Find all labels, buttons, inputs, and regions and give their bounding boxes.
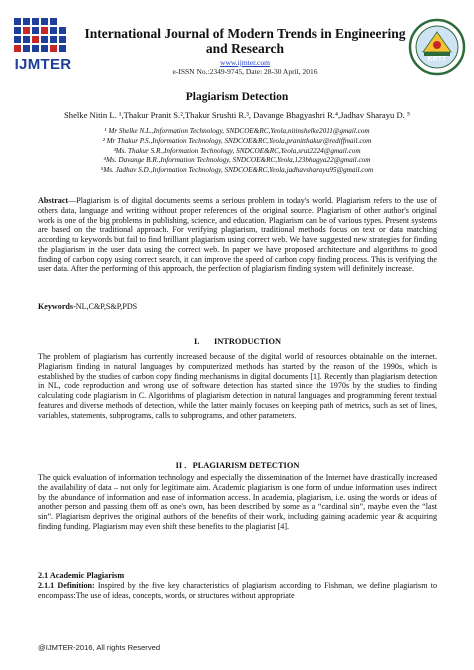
subsection-heading-academic-plagiarism: 2.1 Academic Plagiarism (38, 571, 125, 580)
keywords (38, 302, 437, 312)
journal-title-line2: and Research (205, 41, 285, 56)
affiliation-item: ⁵Ms. Jadhav S.D.,Information Technology, SNDCOE&RC,Yeola,jadhavsharayu95@gmail.com (100, 166, 374, 175)
plagiarism-detection-text: The quick evaluation of information technology and especially the dissemination of the Internet have drastically increased the availability of data – not only for legitimate aim. Academic plagiarism is one form of undue information uses indirect by the abundance of information and ease of information access. In academia, plagiarism, i.e. using the words or ideas of another person and passing them off as one's own, has been described by some as a “cardinal sin”, maybe even the “last sin”. Plagiarism deprives the original authors of the benefits of their work, including gaining academic year & acquiring finding funding. Plagiarism may even shift these benefits to the plagiarist [4]. (38, 473, 437, 531)
author-list: Shelke Nitin L. ¹,Thakur Pranit S.²,Thakur Srushti R.³, Davange Bhagyashri R.⁴,Jadhav Sharayu D. ⁵ (64, 110, 410, 120)
definition-paragraph (38, 581, 437, 601)
affiliation-item: ⁴Ms. Davange B.R.,Information Technology, SNDCOE&RC,Yeola,123bhagya22@gmail.com (103, 156, 371, 165)
seal-emblem-graphic (408, 18, 466, 76)
journal-title-line1: International Journal of Modern Trends in Engineering (84, 26, 406, 41)
ijmter-logo (8, 16, 82, 82)
introduction-text: The problem of plagiarism has currently increased because of the digital world of resources obtainable on the internet. Plagiarism finding in natural languages by computerized methods has started by the reason of the 1990s, which is established by the studies of carbon copy finding mechanisms in digital documents [1]. Recently than plagiarism detection in NL, code reproduction and wrong use of software detection has started since the 1970s by the studies to finding calculating code plagiarism in C. Algorithms of plagiarism detection in natural languages and programming ferent textual features and diverse methods of detection, while the latter mainly focuses on keeping path of metrics, such as set of lines, variables, statements, subprograms, calls to subprograms, and other parameters. (38, 352, 437, 420)
definition-text: Inspired by the five key characteristics of plagiarism according to Fishman, we define plagiarism to encompass:The use of ideas, concepts, words, or structures without appropriate (38, 581, 437, 600)
journal-header (6, 16, 468, 86)
section-heading-introduction: I. INTRODUCTION (193, 337, 282, 346)
keywords-label: Keywords (38, 302, 74, 311)
affiliation-list (20, 127, 454, 176)
affiliation-item: ³Ms. Thakur S.R.,Information Technology, SNDCOE&RC,Yeola,srut2224@gmail.com (113, 146, 361, 155)
definition-label: 2.1.1 Definition: (38, 581, 95, 590)
journal-title (82, 26, 408, 56)
section-heading-plagiarism-detection: II . PLAGIARISM DETECTION (175, 461, 300, 470)
affiliation-item: ¹ Mr Shelke N.L.,Information Technology, SNDCOE&RC,Yeola,nitinshelke2011@gmail.com (104, 127, 370, 135)
copyright-footer: @IJMTER-2016, All rights Reserved (38, 643, 161, 652)
institute-seal-logo (408, 18, 466, 76)
abstract (38, 196, 437, 274)
paper-title: Plagiarism Detection (185, 91, 289, 103)
abstract-text: —Plagiarism is of digital documents seems a serious problem in today's world. Plagiarism refers to the use of others data, language and writing without proper references of the original source. Plagiarism of other author's original work is one of the big problems in publishing, science, and education. Plagiarism can be of various types. Present systems are based on the traditional approach. For verifying plagiarism, traditional methods focus on text or data matching according to keywords but fail to find brilliant plagiarism using correct web. We have suggested new strategies for finding the plagiarism in the user data using the correct web. In paper we have proposed architecture and algorithms to good finding of carbon copy using correct search, it can improve the speed of carbon copy finding process. This is verifying the user data. After the performing of this approach, the perfection of plagiarism finding system will definitely increase. (38, 196, 437, 274)
seal-text: KRTT (427, 56, 447, 63)
abstract-label: Abstract (38, 196, 69, 205)
journal-url-link[interactable]: www.ijmter.com (220, 58, 270, 67)
affiliation-item: ² Mr Thakur P.S.,Information Technology, SNDCOE&RC,Yeola,pranitthakur@rediffmail.com (102, 136, 372, 145)
ijmter-logo-text: IJMTER (14, 56, 72, 73)
keywords-text: -NL,C&P,S&P,PDS (73, 302, 138, 311)
journal-issn-date: e-ISSN No.:2349-9745, Date: 28-30 April, 2016 (172, 67, 318, 76)
